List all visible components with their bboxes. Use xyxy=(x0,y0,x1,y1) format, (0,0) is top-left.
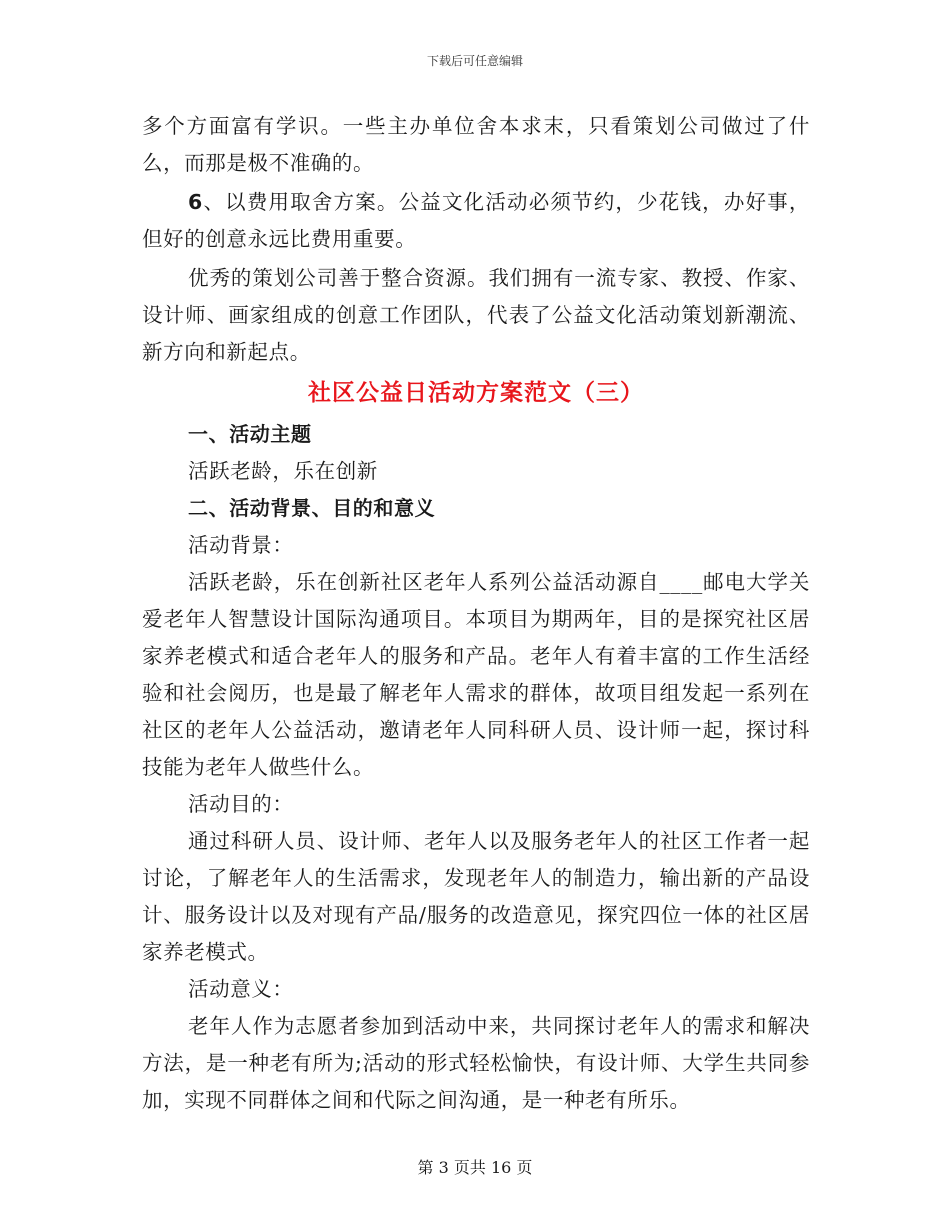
paragraph-excellent-company: 优秀的策划公司善于整合资源。我们拥有一流专家、教授、作家、设计师、画家组成的创意工作团队，代表了公益文化活动策划新潮流、新方向和新起点。 xyxy=(142,266,810,364)
purpose-text: 通过科研人员、设计师、老年人以及服务老年人的社区工作者一起讨论，了解老年人的生活需求，发现老年人的制造力，输出新的产品设计、服务设计以及对现有产品/服务的改造意见，探究四位一体的社区居家养老模式。 xyxy=(142,829,810,964)
theme-text: 活跃老龄，乐在创新 xyxy=(188,459,378,483)
purpose-label: 活动目的： xyxy=(188,792,294,816)
paragraph-continued: 多个方面富有学识。一些主办单位舍本求末，只看策划公司做过了什么，而那是极不准确的。 xyxy=(142,114,810,175)
item-text: 、以费用取舍方案。公益文化活动必须节约，少花钱，办好事，但好的创意永远比费用重要。 xyxy=(142,190,810,251)
document-body xyxy=(142,108,810,1119)
meaning-label: 活动意义： xyxy=(188,977,294,1001)
background-text: 活跃老龄，乐在创新社区老年人系列公益活动源自____邮电大学关爱老年人智慧设计国际沟通项目。本项目为期两年，目的是探究社区居家养老模式和适合老年人的服务和产品。老年人有着丰富的工作生活经验和社会阅历，也是最了解老年人需求的群体，故项目组发起一系列在社区的老年人公益活动，邀请老年人同科研人员、设计师一起，探讨科技能为老年人做些什么。 xyxy=(142,570,810,779)
page-footer: 第 3 页共 16 页 xyxy=(417,1158,533,1177)
header-note: 下载后可任意编辑 xyxy=(426,54,523,68)
heading-background-purpose-meaning: 二、活动背景、目的和意义 xyxy=(188,496,436,520)
heading-activity-theme: 一、活动主题 xyxy=(188,422,312,446)
item-number: 6 xyxy=(188,190,203,214)
background-label: 活动背景： xyxy=(188,533,294,557)
meaning-text: 老年人作为志愿者参加到活动中来，共同探讨老年人的需求和解决方法，是一种老有所为;活动的形式轻松愉快，有设计师、大学生共同参加，实现不同群体之间和代际之间沟通，是一种老有所乐。 xyxy=(142,1014,810,1112)
section-title: 社区公益日活动方案范文（三） xyxy=(308,380,644,406)
paragraph-item-6 xyxy=(142,184,810,258)
